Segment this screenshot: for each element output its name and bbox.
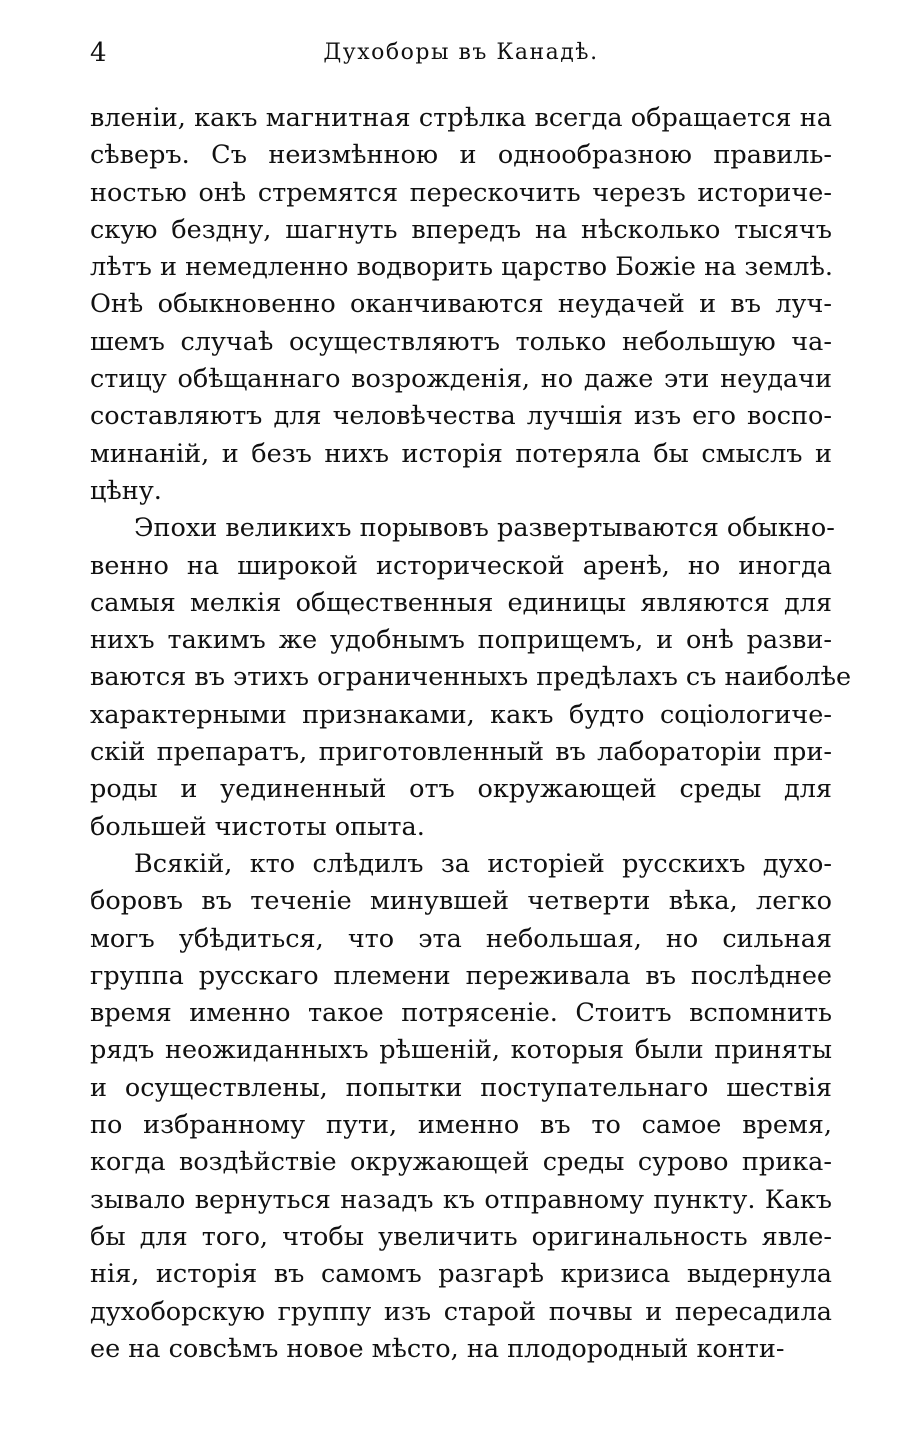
text-line: ее на совсѣмъ новое мѣсто, на плодородный конти- [90, 1333, 785, 1364]
text-line: составляютъ для человѣчества лучшія изъ его воспо- [90, 401, 832, 432]
text-line: вленіи, какъ магнитная стрѣлка всегда обращается на [90, 103, 832, 133]
text-line: нихъ такимъ же удобнымъ поприщемъ, и онѣ разви- [90, 625, 832, 656]
text-line: самыя мелкія общественныя единицы являются для [90, 587, 832, 618]
text-line: шемъ случаѣ осуществляютъ только небольшую ча- [90, 326, 832, 357]
text-line: большей чистоты опыта. [90, 811, 425, 842]
body-text [90, 100, 852, 1368]
book-page [90, 30, 852, 1410]
text-line: стицу обѣщаннаго возрожденія, но даже эти неудачи [90, 364, 832, 395]
text-line: рядъ неожиданныхъ рѣшеній, которыя были приняты [90, 1035, 832, 1066]
page-number: 4 [90, 38, 107, 68]
text-line: Онѣ обыкновенно оканчиваются неудачей и въ луч- [90, 289, 832, 320]
text-line: роды и уединенный отъ окружающей среды для [90, 774, 832, 805]
paragraph-3 [90, 846, 832, 1368]
text-line: зывало вернуться назадъ къ отправному пункту. Какъ [90, 1184, 832, 1215]
text-line: ваются въ этихъ ограниченныхъ предѣлахъ съ наиболѣе [90, 662, 852, 693]
text-line: венно на широкой исторической аренѣ, но иногда [90, 550, 832, 581]
text-line: Всякій, кто слѣдилъ за исторіей русскихъ духо- [134, 848, 832, 879]
text-line: скій препаратъ, приготовленный въ лабораторіи при- [90, 737, 832, 768]
text-line: духоборскую группу изъ старой почвы и пересадила [90, 1296, 832, 1327]
text-line: характерными признаками, какъ будто соціологиче- [90, 699, 832, 730]
text-line: могъ убѣдиться, что эта небольшая, но сильная [90, 923, 832, 954]
text-line: цѣну. [90, 475, 162, 506]
text-line: минаній, и безъ нихъ исторія потеряла бы смыслъ и [90, 438, 832, 469]
text-line: и осуществлены, попытки поступательнаго шествія [90, 1072, 832, 1103]
paragraph-1 [90, 100, 832, 510]
text-line: скую бездну, шагнуть впередъ на нѣсколько тысячъ [90, 214, 832, 245]
text-line: группа русскаго племени переживала въ послѣднее [90, 960, 832, 991]
text-line: по избранному пути, именно въ то самое время, [90, 1110, 832, 1141]
paragraph-2 [90, 510, 852, 846]
text-line: боровъ въ теченіе минувшей четверти вѣка, легко [90, 886, 832, 917]
text-line: время именно такое потрясеніе. Стоитъ вспомнить [90, 998, 832, 1029]
page-header [90, 30, 832, 86]
text-line: бы для того, чтобы увеличить оригинальность явле- [90, 1221, 832, 1252]
text-line: ностью онѣ стремятся перескочить черезъ историче- [90, 177, 832, 208]
text-line: когда воздѣйствіе окружающей среды сурово прика- [90, 1147, 832, 1178]
text-line: лѣтъ и немедленно водворить царство Божіе на землѣ. [90, 252, 833, 283]
running-title: Духоборы въ Канадѣ. [323, 40, 599, 65]
text-line: сѣверъ. Съ неизмѣнною и однообразною правиль- [90, 140, 832, 171]
text-line: Эпохи великихъ порывовъ развертываются обыкно- [134, 513, 835, 544]
text-line: нія, исторія въ самомъ разгарѣ кризиса выдернула [90, 1259, 832, 1290]
